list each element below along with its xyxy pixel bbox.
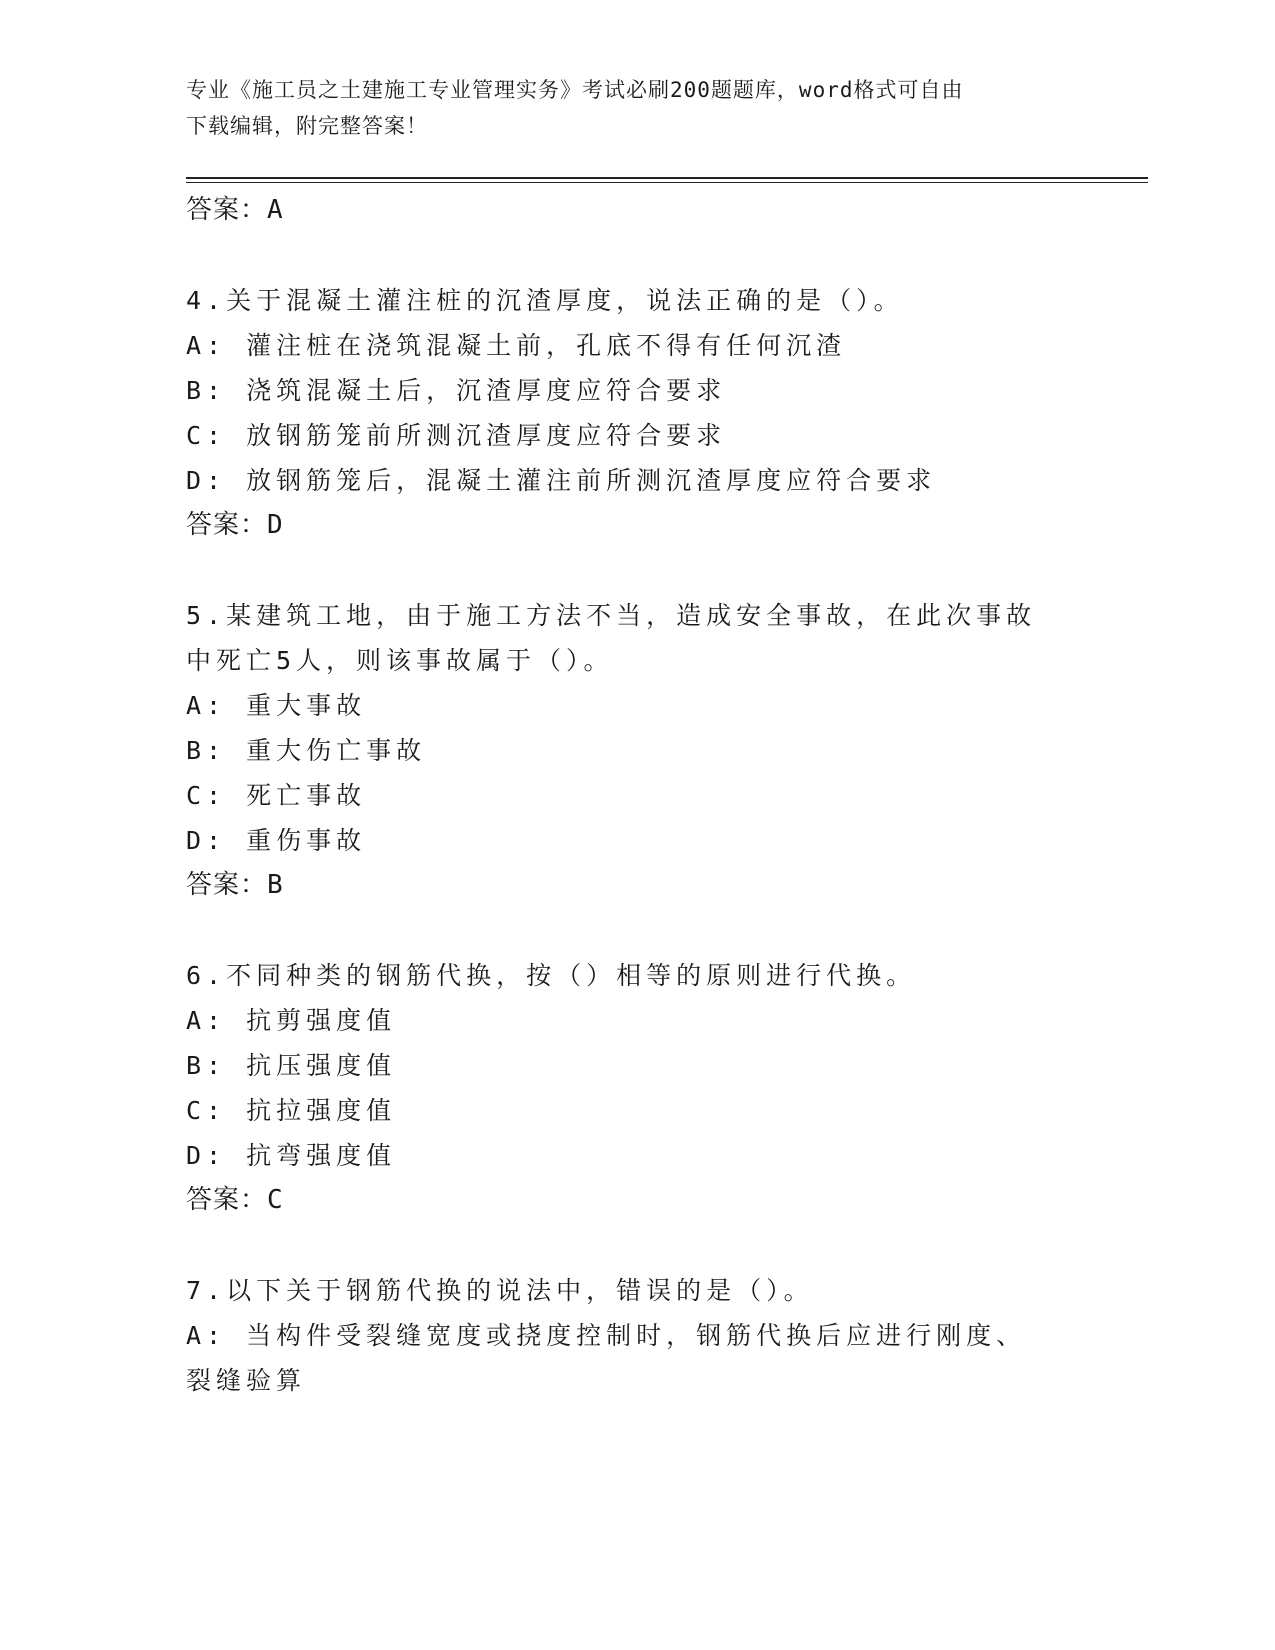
question-stem: 7.以下关于钢筋代换的说法中，错误的是（）。: [186, 1276, 814, 1305]
option-c: C: 死亡事故: [186, 781, 367, 810]
option-c: C: 放钢筋笼前所测沉渣厚度应符合要求: [186, 421, 727, 450]
spacer: [186, 233, 1086, 278]
option-a: A: 抗剪强度值: [186, 1006, 397, 1035]
option-d: D: 抗弯强度值: [186, 1141, 397, 1170]
question-stem: 5.某建筑工地，由于施工方法不当，造成安全事故，在此次事故中死亡5人，则该事故属于（）。: [186, 601, 1037, 675]
header-line-1: 专业《施工员之土建施工专业管理实务》考试必刷200题题库，word格式可自由: [186, 78, 964, 102]
option-b: B: 重大伤亡事故: [186, 736, 427, 765]
option-d: D: 放钢筋笼后，混凝土灌注前所测沉渣厚度应符合要求: [186, 466, 937, 495]
option-b: B: 浇筑混凝土后，沉渣厚度应符合要求: [186, 376, 727, 405]
option-b: B: 抗压强度值: [186, 1051, 397, 1080]
option-a: A: 灌注桩在浇筑混凝土前，孔底不得有任何沉渣: [186, 331, 847, 360]
answer-line: 答案：B: [186, 870, 284, 900]
header-rule: [186, 177, 1148, 179]
document-header: [186, 72, 1066, 144]
header-line-2: 下载编辑，附完整答案！: [186, 114, 428, 138]
option-a: A: 重大事故: [186, 691, 367, 720]
spacer: [186, 548, 1086, 593]
answer-line: 答案：D: [186, 510, 284, 540]
answer-line: 答案：A: [186, 195, 284, 225]
header-rule-thin: [186, 182, 1148, 183]
question-list: [186, 188, 1086, 1403]
option-a: A: 当构件受裂缝宽度或挠度控制时，钢筋代换后应进行刚度、裂缝验算: [186, 1321, 1027, 1395]
spacer: [186, 908, 1086, 953]
option-c: C: 抗拉强度值: [186, 1096, 397, 1125]
option-d: D: 重伤事故: [186, 826, 367, 855]
question-stem: 4.关于混凝土灌注桩的沉渣厚度，说法正确的是（）。: [186, 286, 904, 315]
spacer: [186, 1223, 1086, 1268]
answer-line: 答案：C: [186, 1185, 284, 1215]
question-stem: 6.不同种类的钢筋代换，按（）相等的原则进行代换。: [186, 961, 917, 990]
